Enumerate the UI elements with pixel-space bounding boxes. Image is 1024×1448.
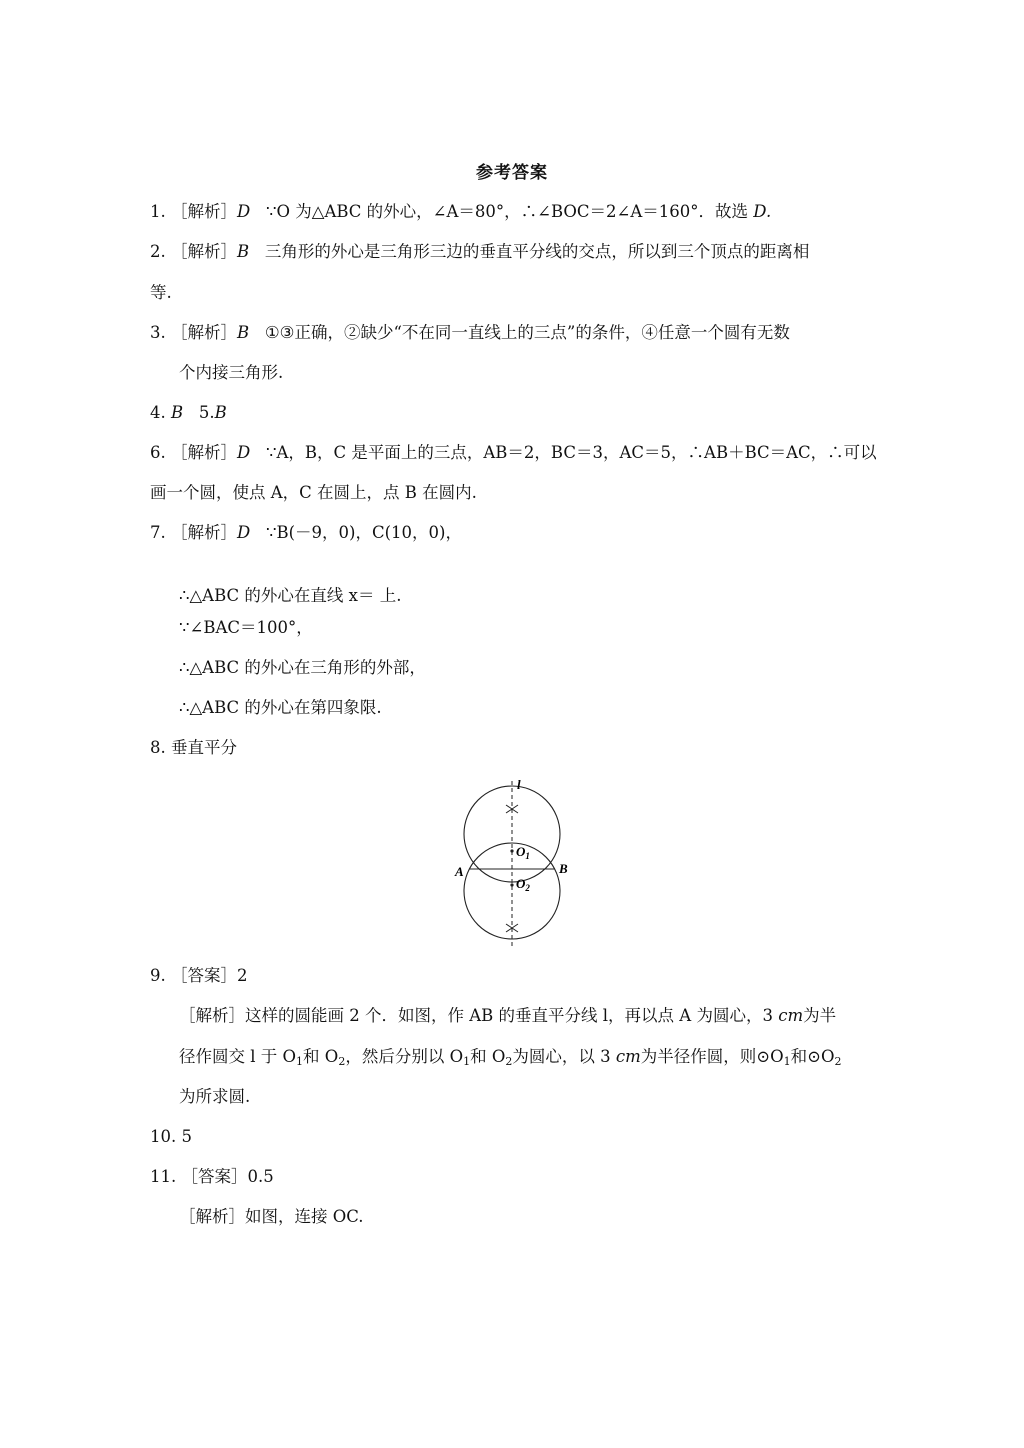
answer-11: 11. ［答案］0.5 — [150, 1167, 274, 1186]
label-o1: $O_1$ — [516, 844, 530, 861]
label-a: A — [455, 864, 464, 879]
answer-9-explanation-3: 为所求圆. — [179, 1087, 251, 1106]
answer-9-explanation-2: 径作圆交 l 于 $O_1$和 $O_2$，然后分别以 $O_1$和 $O_2$为圆心，以 3 cm为半径作圆，则$⊙O_1$和$⊙O_2$ — [179, 1047, 842, 1068]
answer-7-line-1: ∴△ABC 的外心在直线 x＝ 上. — [179, 586, 402, 605]
answer-2: 2. ［解析］B 三角形的外心是三角形三边的垂直平分线的交点，所以到三个顶点的距离相 — [150, 242, 810, 261]
answer-10: 10. 5 — [150, 1127, 192, 1146]
label-l: l — [517, 777, 521, 792]
label-b: B — [559, 861, 568, 876]
answer-4-5: 4. B 5.B — [150, 403, 227, 422]
two-circles-figure — [445, 775, 585, 950]
answer-7-line-3: ∴△ABC 的外心在三角形的外部， — [179, 658, 426, 677]
answer-7-line-4: ∴△ABC 的外心在第四象限. — [179, 698, 382, 717]
answer-11-explanation: ［解析］如图，连接 OC. — [179, 1207, 364, 1226]
label-o2: $O_2$ — [516, 876, 530, 893]
answer-2-continued: 等. — [150, 283, 172, 302]
page-title: 参考答案 — [476, 163, 548, 183]
answer-6: 6. ［解析］D ∵A，B，C 是平面上的三点，AB＝2，BC＝3，AC＝5，∴AB＋BC＝AC，∴可以 — [150, 443, 877, 462]
answer-3-continued: 个内接三角形. — [179, 363, 284, 382]
point-o2 — [510, 883, 513, 886]
answer-1: 1. ［解析］D ∵O 为△ABC 的外心，∠A＝80°，∴∠BOC＝2∠A＝160°．故选 D. — [150, 202, 772, 221]
answer-9: 9. ［答案］2 — [150, 966, 248, 985]
answer-3: 3. ［解析］B ①③正确，②缺少“不在同一直线上的三点”的条件，④任意一个圆有无数 — [150, 323, 790, 342]
answer-9-explanation-1: ［解析］这样的圆能画 2 个．如图，作 AB 的垂直平分线 l，再以点 A 为圆心，3 cm为半 — [179, 1006, 837, 1025]
answer-6-continued: 画一个圆，使点 A，C 在圆上，点 B 在圆内. — [150, 483, 477, 502]
answer-8: 8. 垂直平分 — [150, 738, 237, 757]
answer-7: 7. ［解析］D ∵B(－9，0)，C(10，0)， — [150, 523, 462, 542]
answer-7-line-2: ∵∠BAC＝100°， — [179, 618, 313, 637]
figure-svg — [445, 775, 585, 950]
point-o1 — [510, 849, 513, 852]
